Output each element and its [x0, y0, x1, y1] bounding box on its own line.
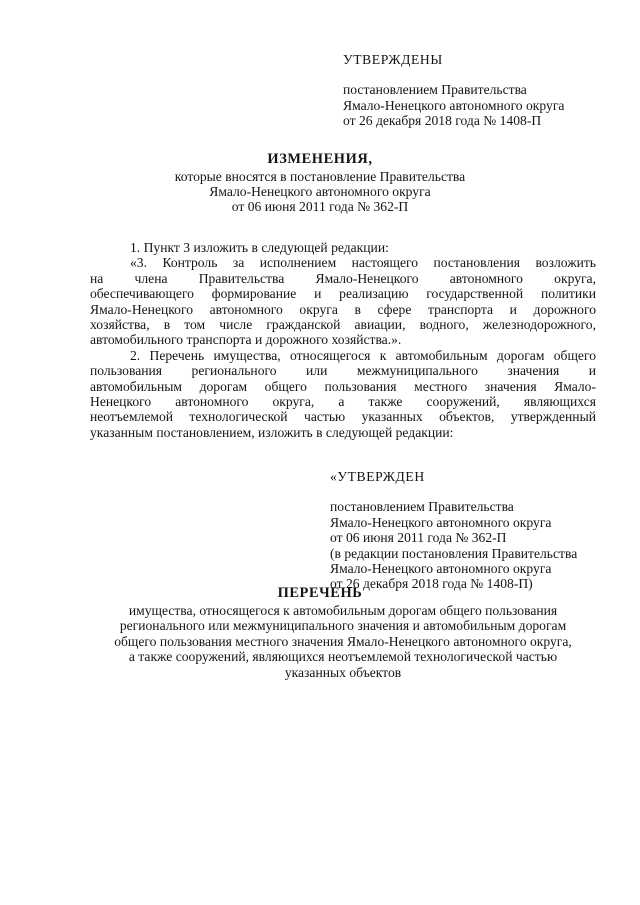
approval-line: постановлением Правительства — [343, 82, 527, 98]
item-2-line: автомобильным дорогам общего пользования местного значения Ямало- — [90, 378, 596, 394]
item-1-quote-line: автомобильного транспорта и дорожного хозяйства.». — [90, 332, 402, 348]
item-1-intro: 1. Пункт 3 изложить в следующей редакции: — [130, 240, 389, 255]
approval-heading: «УТВЕРЖДЕН — [330, 469, 425, 484]
item-1-quote-line: на члена Правительства Ямало-Ненецкого автономного округа, — [90, 270, 596, 286]
approval-line: от 06 июня 2011 года № 362-П — [330, 530, 507, 546]
item-2-line: 2. Перечень имущества, относящегося к автомобильным дорогам общего — [130, 347, 596, 363]
item-1-quote-line: «3. Контроль за исполнением настоящего постановления возложить — [130, 255, 596, 271]
document-body — [90, 240, 596, 440]
item-2-line: пользования регионального или межмуниципального значения и — [90, 363, 596, 379]
item-2-line: Ненецкого автономного округа, а также сооружений, являющихся — [90, 394, 596, 410]
list-title: ПЕРЕЧЕНЬ — [277, 585, 363, 601]
item-1-quote-line: хозяйства, в том числе гражданской авиации, водного, железнодорожного, — [90, 317, 596, 333]
list-description-line: а также сооружений, являющихся неотъемлемой технологической частью — [128, 649, 558, 665]
changes-title: ИЗМЕНЕНИЯ, — [267, 151, 373, 167]
approval-line: постановлением Правительства — [330, 499, 514, 515]
approval-line: от 26 декабря 2018 года № 1408-П) — [330, 576, 533, 592]
approval-block-inner — [330, 469, 577, 592]
approval-line: от 26 декабря 2018 года № 1408-П — [343, 113, 542, 129]
list-description-line: общего пользования местного значения Ямало-Ненецкого автономного округа, — [114, 633, 572, 649]
approval-block-top — [343, 52, 564, 129]
item-2-line: указанным постановлением, изложить в следующей редакции: — [90, 424, 454, 440]
item-2-line: неотъемлемой технологической частью указанных объектов, утвержденный — [90, 409, 596, 425]
list-description-line: указанных объектов — [284, 664, 402, 680]
list-description-line: имущества, относящегося к автомобильным дорогам общего пользования — [128, 603, 558, 618]
approval-line: Ямало-Ненецкого автономного округа — [330, 561, 552, 577]
approval-line: (в редакции постановления Правительства — [330, 545, 578, 561]
changes-subtitle-line: от 06 июня 2011 года № 362-П — [231, 199, 409, 214]
approval-line: Ямало-Ненецкого автономного округа — [330, 514, 552, 530]
approval-line: Ямало-Ненецкого автономного округа — [343, 97, 565, 113]
item-1-quote-line: обеспечивающего формирование и реализацию государственной политики — [90, 286, 596, 302]
changes-subtitle-line: которые вносятся в постановление Правительства — [174, 169, 466, 184]
list-description — [90, 603, 596, 680]
approval-heading: УТВЕРЖДЕНЫ — [343, 52, 443, 67]
list-description-line: регионального или межмуниципального значения и автомобильным дорогам — [119, 618, 567, 634]
changes-subtitle-line: Ямало-Ненецкого автономного округа — [209, 184, 431, 199]
item-1-quote-line: Ямало-Ненецкого автономного округа в сфере транспорта и дорожного — [90, 301, 596, 317]
